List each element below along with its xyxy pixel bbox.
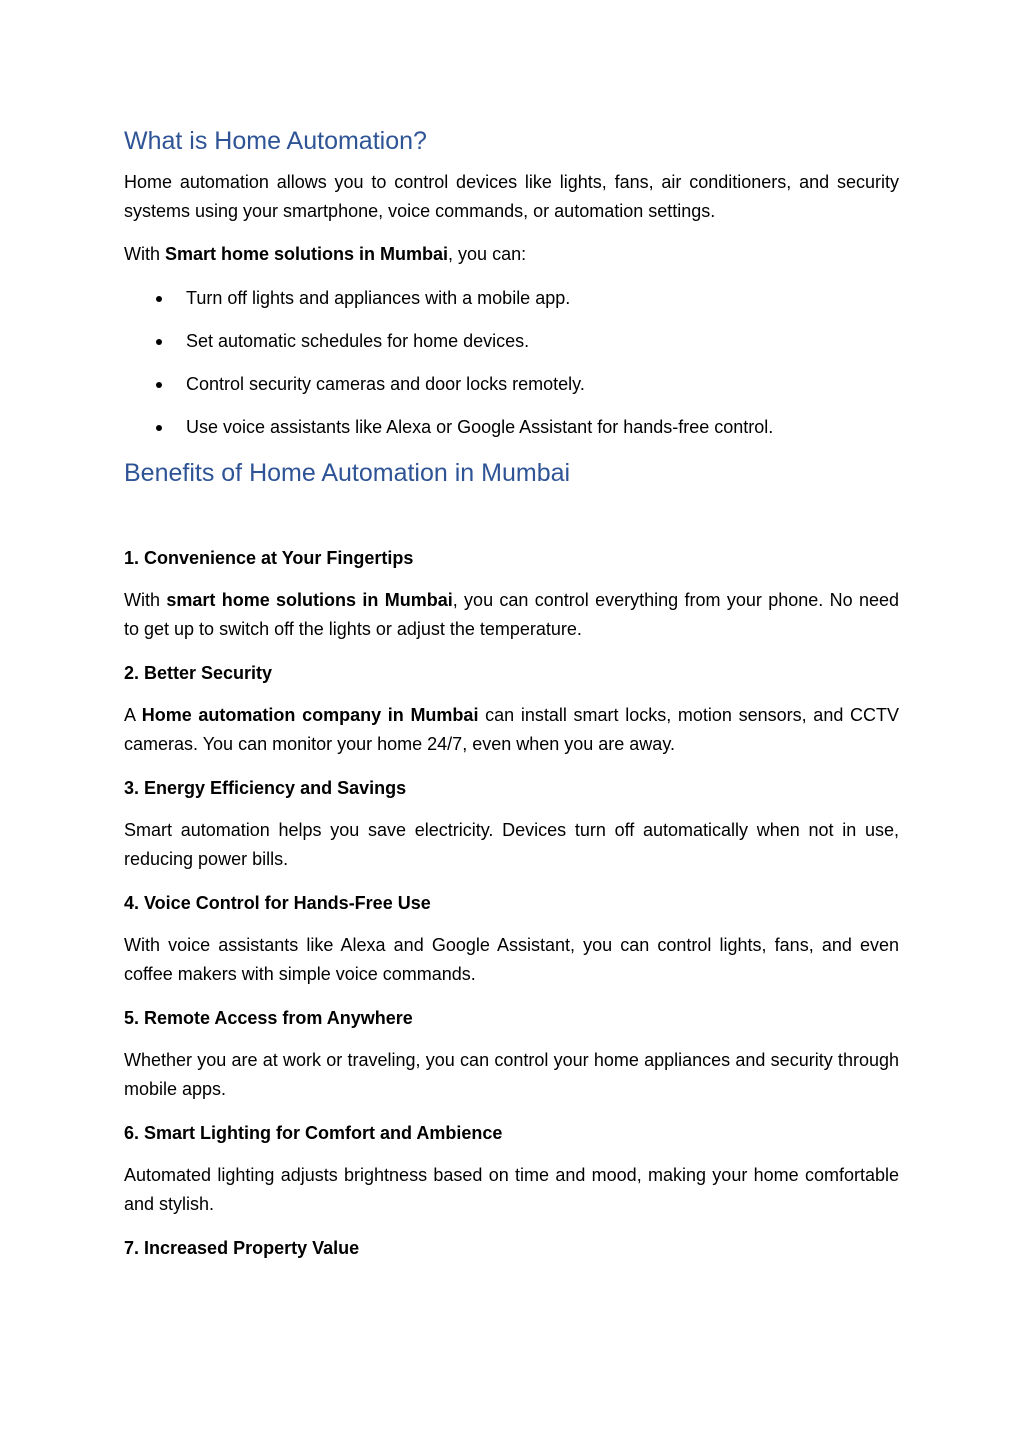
bullet-dot-icon: [156, 382, 162, 388]
benefit-title: 2. Better Security: [124, 663, 273, 683]
with-bold-phrase: Smart home solutions in Mumbai: [165, 244, 449, 264]
with-prefix: With: [124, 244, 166, 264]
with-suffix: , you can:: [448, 244, 527, 264]
benefit-text-post: can install smart locks, motion sensors, and CCTV cameras. You can monitor your home 24/7, even when you are away.: [124, 705, 900, 754]
benefit-text: Whether you are at work or traveling, you can control your home appliances and security through mobile apps.: [124, 1050, 899, 1099]
benefit-text-pre: With: [124, 590, 167, 610]
list-item-text: Use voice assistants like Alexa or Google Assistant for hands-free control.: [186, 417, 774, 437]
benefit-title: 4. Voice Control for Hands-Free Use: [124, 893, 431, 913]
benefit-text: [124, 701, 899, 759]
bullet-dot-icon: [156, 296, 162, 302]
list-item-text: Turn off lights and appliances with a mobile app.: [186, 288, 571, 308]
benefit-text: [124, 586, 899, 644]
benefit-title: 6. Smart Lighting for Comfort and Ambience: [124, 1123, 503, 1143]
benefit-title: 1. Convenience at Your Fingertips: [124, 548, 414, 568]
intro-paragraph: Home automation allows you to control devices like lights, fans, air conditioners, and security systems using your smartphone, voice commands, or automation settings.: [124, 172, 899, 221]
benefit-text-pre: A: [124, 705, 142, 725]
bullet-dot-icon: [156, 425, 162, 431]
heading-benefits: Benefits of Home Automation in Mumbai: [124, 459, 571, 487]
benefit-text: Smart automation helps you save electricity. Devices turn off automatically when not in use, reducing power bills.: [124, 820, 899, 869]
list-item-text: Control security cameras and door locks remotely.: [186, 374, 585, 394]
benefit-text-post: , you can control everything from your phone. No need to get up to switch off the lights or adjust the temperature.: [124, 590, 899, 639]
benefit-title: 5. Remote Access from Anywhere: [124, 1008, 413, 1028]
benefit-text: With voice assistants like Alexa and Google Assistant, you can control lights, fans, and even coffee makers with simple voice commands.: [124, 935, 899, 984]
benefit-text-bold: Home automation company in Mumbai: [141, 705, 479, 725]
heading-what-is-home-automation: What is Home Automation?: [124, 127, 427, 155]
benefit-title: 7. Increased Property Value: [124, 1238, 360, 1258]
list-item-text: Set automatic schedules for home devices.: [186, 331, 530, 351]
bullet-dot-icon: [156, 339, 162, 345]
benefit-text-bold: smart home solutions in Mumbai: [166, 590, 453, 610]
benefit-text: Automated lighting adjusts brightness based on time and mood, making your home comfortable and stylish.: [124, 1165, 899, 1214]
benefit-title: 3. Energy Efficiency and Savings: [124, 778, 407, 798]
with-smart-home-line: [124, 240, 899, 269]
